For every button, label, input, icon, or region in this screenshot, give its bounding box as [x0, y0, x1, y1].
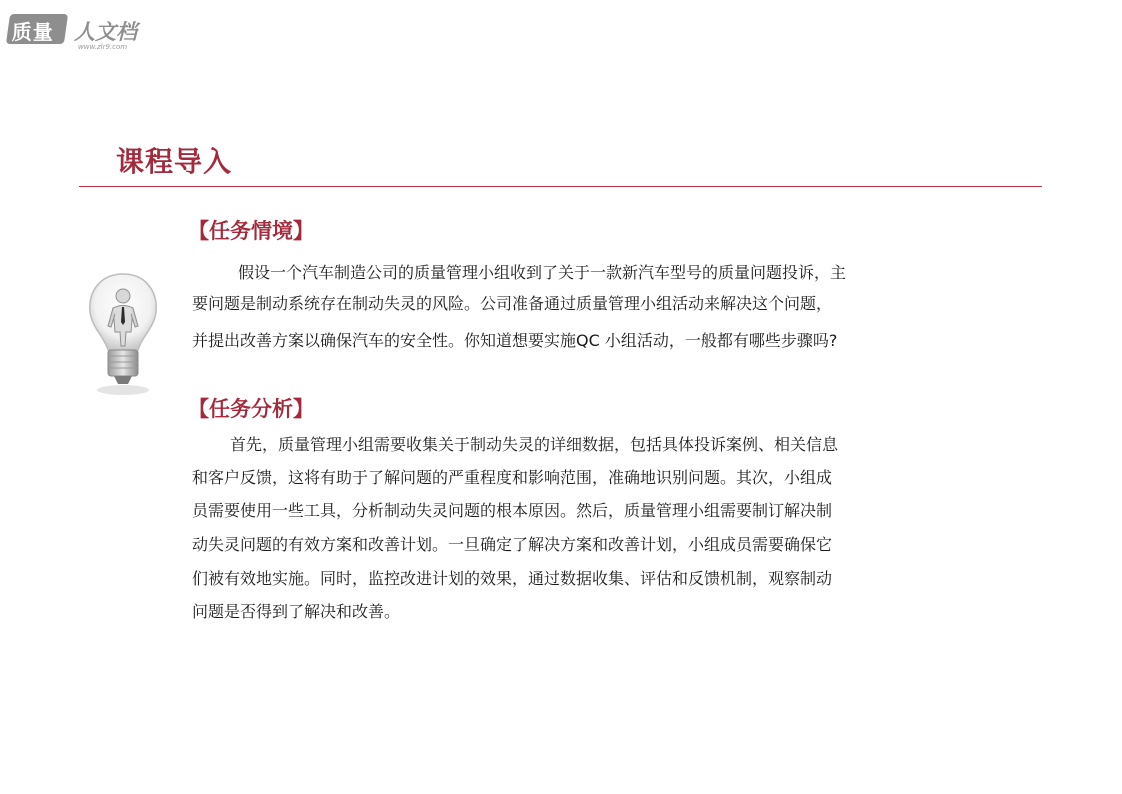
site-logo [8, 12, 158, 52]
paragraph-line: 动失灵问题的有效方案和改善计划。一旦确定了解决方案和改善计划，小组成员需要确保它 [192, 535, 833, 554]
paragraph-line: 首先，质量管理小组需要收集关于制动失灵的详细数据，包括具体投诉案例、相关信息 [230, 435, 839, 454]
title-divider [79, 186, 1042, 187]
paragraph-line: 员需要使用一些工具，分析制动失灵问题的根本原因。然后，质量管理小组需要制订解决制 [192, 501, 833, 520]
paragraph-line: 问题是否得到了解决和改善。 [192, 602, 401, 621]
paragraph-line: 和客户反馈，这将有助于了解问题的严重程度和影响范围，准确地识别问题。其次，小组成 [192, 468, 833, 487]
paragraph-line: 要问题是制动系统存在制动失灵的风险。公司准备通过质量管理小组活动来解决这个问题， [192, 294, 833, 313]
logo-right-text: 人文档 [74, 20, 137, 44]
paragraph-line: 假设一个汽车制造公司的质量管理小组收到了关于一款新汽车型号的质量问题投诉，主 [238, 263, 847, 282]
section-heading-analysis: 【任务分析】 [188, 396, 314, 421]
lightbulb-person-icon [84, 270, 162, 398]
paragraph-line: 并提出改善方案以确保汽车的安全性。你知道想要实施QC 小组活动，一般都有哪些步骤吗? [192, 331, 838, 350]
section-heading-scenario: 【任务情境】 [188, 218, 314, 243]
page-title: 课程导入 [116, 145, 233, 178]
logo-url: www.zlr9.com [78, 43, 128, 51]
paragraph-line: 们被有效地实施。同时，监控改进计划的效果，通过数据收集、评估和反馈机制，观察制动 [192, 569, 833, 588]
logo-box-text: 质量 [11, 20, 54, 44]
logo-box [6, 14, 68, 44]
